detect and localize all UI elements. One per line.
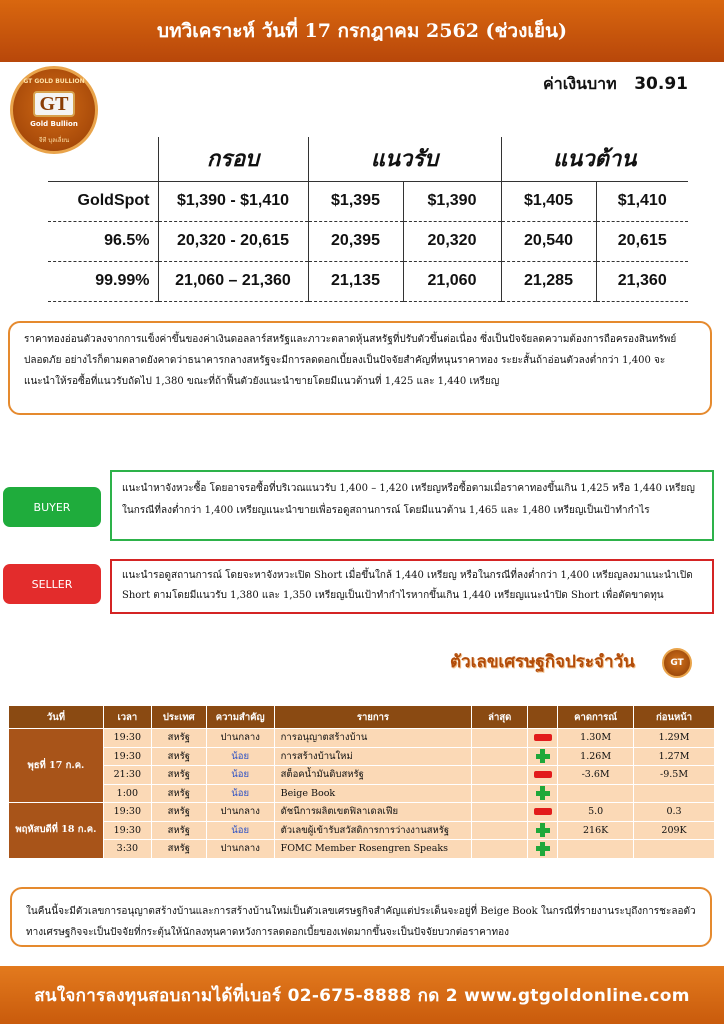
logo-bottom-text: จีที บุลเลี่ยน <box>38 137 70 144</box>
exchange-rate <box>543 72 688 97</box>
importance-cell: น้อย <box>206 766 274 785</box>
logo-top-text: GT GOLD BULLION <box>23 78 85 85</box>
economic-calendar-title: ตัวเลขเศรษฐกิจประจำวัน <box>450 652 635 672</box>
previous-cell: 0.3 <box>634 803 715 822</box>
importance-cell: ปานกลาง <box>206 840 274 859</box>
latest-cell <box>472 747 528 766</box>
col-forecast: คาดการณ์ <box>558 706 634 729</box>
event-cell: การอนุญาตสร้างบ้าน <box>274 729 472 748</box>
importance-cell: น้อย <box>206 821 274 840</box>
country-cell: สหรัฐ <box>151 747 206 766</box>
row-label: 96.5% <box>48 221 158 261</box>
resistance-1-cell: 20,540 <box>501 221 596 261</box>
seller-advice: แนะนำรอดูสถานการณ์ โดยจะหาจังหวะเปิด Short เมื่อขึ้นใกล้ 1,440 เหรียญ หรือในกรณีที่ลงต่ำกว่า 1,400 เหรียญลงมาแนะนำเปิด Short ตามโดยมีแนวรับ 1,380 และ 1,350 เหรียญเป็นเป้าทำกำไรหากขึ้นเกิน 1,440 เหรียญแนะนำปิด Short เพื่อตัดขาดทุน <box>110 559 714 614</box>
price-table <box>48 137 688 302</box>
positive-signal-icon <box>536 786 550 800</box>
forecast-cell: 1.26M <box>558 747 634 766</box>
event-cell: ตัวเลขผู้เข้ารับสวัสดิการการว่างงานสหรัฐ <box>274 821 472 840</box>
resistance-2-cell: 21,360 <box>596 261 688 301</box>
report-header <box>0 0 724 62</box>
gt-small-logo: GT <box>662 648 692 678</box>
table-row <box>9 766 715 785</box>
forecast-cell <box>558 840 634 859</box>
country-cell: สหรัฐ <box>151 803 206 822</box>
previous-cell <box>634 784 715 803</box>
table-row <box>9 803 715 822</box>
time-cell: 1:00 <box>103 784 151 803</box>
resistance-1-cell: $1,405 <box>501 181 596 221</box>
negative-signal-icon <box>534 771 552 778</box>
previous-cell: -9.5M <box>634 766 715 785</box>
importance-cell: น้อย <box>206 784 274 803</box>
economic-calendar-table <box>8 705 715 859</box>
time-cell: 19:30 <box>103 729 151 748</box>
time-cell: 19:30 <box>103 803 151 822</box>
price-table-header <box>48 137 688 181</box>
col-country: ประเทศ <box>151 706 206 729</box>
positive-signal-icon <box>536 749 550 763</box>
support-2-cell: 20,320 <box>403 221 501 261</box>
event-cell: การสร้างบ้านใหม่ <box>274 747 472 766</box>
latest-cell <box>472 766 528 785</box>
table-row <box>9 840 715 859</box>
resistance-1-cell: 21,285 <box>501 261 596 301</box>
range-cell: $1,390 - $1,410 <box>158 181 308 221</box>
col-latest: ล่าสุด <box>472 706 528 729</box>
forecast-cell: -3.6M <box>558 766 634 785</box>
importance-cell: ปานกลาง <box>206 729 274 748</box>
positive-signal-icon <box>536 823 550 837</box>
market-summary: ราคาทองอ่อนตัวลงจากการแข็งค่าขึ้นของค่าเงินดอลลาร์สหรัฐและภาวะตลาดหุ้นสหรัฐที่ปรับตัวขึ้นต่อเนื่อง ซึ่งเป็นปัจจัยลดความต้องการถือครองสินทรัพย์ปลอดภัย อย่างไรก็ตามตลาดยังคาดว่าธนาคารกลางสหรัฐจะมีการลดดอกเบี้ยลงเป็นปัจจัยสำคัญที่หนุนราคาทอง ระยะสั้นถ้าอ่อนตัวลงต่ำกว่า 1,400 จะแนะนำให้รอซื้อที่แนวรับถัดไป 1,380 ขณะที่ถ้าฟื้นตัวยังแนะนำขายโดยมีแนวต้านที่ 1,425 และ 1,440 เหรียญ <box>8 321 712 415</box>
signal-cell <box>528 766 558 785</box>
time-cell: 19:30 <box>103 821 151 840</box>
col-event: รายการ <box>274 706 472 729</box>
table-row <box>9 784 715 803</box>
col-previous: ก่อนหน้า <box>634 706 715 729</box>
report-title: บทวิเคราะห์ วันที่ 17 กรกฎาคม 2562 (ช่วงเย็น) <box>157 20 567 42</box>
exchange-rate-value: 30.91 <box>634 74 688 94</box>
support-1-cell: $1,395 <box>308 181 403 221</box>
negative-signal-icon <box>534 734 552 741</box>
header-range: กรอบ <box>158 137 308 181</box>
forecast-cell: 216K <box>558 821 634 840</box>
row-label: GoldSpot <box>48 181 158 221</box>
table-row <box>9 821 715 840</box>
positive-signal-icon <box>536 842 550 856</box>
signal-cell <box>528 784 558 803</box>
event-cell: ดัชนีการผลิตเขตฟิลาเดลเฟีย <box>274 803 472 822</box>
signal-cell <box>528 803 558 822</box>
importance-cell: ปานกลาง <box>206 803 274 822</box>
price-row-goldspot <box>48 181 688 221</box>
latest-cell <box>472 784 528 803</box>
support-2-cell: 21,060 <box>403 261 501 301</box>
signal-cell <box>528 729 558 748</box>
header-resistance: แนวต้าน <box>501 137 688 181</box>
forecast-cell: 1.30M <box>558 729 634 748</box>
buyer-advice: แนะนำหาจังหวะซื้อ โดยอาจรอซื้อที่บริเวณแนวรับ 1,400 – 1,420 เหรียญหรือซื้อตามเมื่อราคาทองขึ้นเกิน 1,425 หรือ 1,440 เหรียญ ในกรณีที่ลงต่ำกว่า 1,400 เหรียญแนะนำขายเพื่อรอดูสถานการณ์ โดยมีแนวต้าน 1,465 และ 1,480 เหรียญเป็นเป้าทำกำไร <box>110 470 714 541</box>
country-cell: สหรัฐ <box>151 784 206 803</box>
signal-cell <box>528 821 558 840</box>
contact-footer <box>0 966 724 1024</box>
support-1-cell: 20,395 <box>308 221 403 261</box>
range-cell: 20,320 - 20,615 <box>158 221 308 261</box>
support-2-cell: $1,390 <box>403 181 501 221</box>
row-label: 99.99% <box>48 261 158 301</box>
footer-text: สนใจการลงทุนสอบถามได้ที่เบอร์ 02-675-8888 กด 2 www.gtgoldonline.com <box>34 985 690 1006</box>
table-row <box>9 729 715 748</box>
event-cell: Beige Book <box>274 784 472 803</box>
previous-cell: 209K <box>634 821 715 840</box>
signal-cell <box>528 747 558 766</box>
range-cell: 21,060 – 21,360 <box>158 261 308 301</box>
seller-badge: SELLER <box>3 564 101 604</box>
latest-cell <box>472 840 528 859</box>
previous-cell <box>634 840 715 859</box>
resistance-2-cell: 20,615 <box>596 221 688 261</box>
price-row-965 <box>48 221 688 261</box>
importance-cell: น้อย <box>206 747 274 766</box>
latest-cell <box>472 821 528 840</box>
buyer-badge: BUYER <box>3 487 101 527</box>
forecast-cell <box>558 784 634 803</box>
col-date: วันที่ <box>9 706 104 729</box>
support-1-cell: 21,135 <box>308 261 403 301</box>
header-support: แนวรับ <box>308 137 501 181</box>
previous-cell: 1.27M <box>634 747 715 766</box>
latest-cell <box>472 803 528 822</box>
resistance-2-cell: $1,410 <box>596 181 688 221</box>
calendar-note: ในคืนนี้จะมีตัวเลขการอนุญาตสร้างบ้านและการสร้างบ้านใหม่เป็นตัวเลขเศรษฐกิจสำคัญแต่ประเด็นจะอยู่ที่ Beige Book ในกรณีที่รายงานระบุถึงการชะลอตัวทางเศรษฐกิจจะเป็นปัจจัยที่กระตุ้นให้นักลงทุนคาดหวังการลดดอกเบี้ยของเฟดมากขึ้นจะเป็นปัจจัยบวกต่อราคาทอง <box>10 887 712 947</box>
time-cell: 21:30 <box>103 766 151 785</box>
forecast-cell: 5.0 <box>558 803 634 822</box>
logo-mark: GT <box>33 91 75 117</box>
col-importance: ความสำคัญ <box>206 706 274 729</box>
negative-signal-icon <box>534 808 552 815</box>
exchange-rate-label: ค่าเงินบาท <box>543 74 617 93</box>
country-cell: สหรัฐ <box>151 766 206 785</box>
calendar-header-row <box>9 706 715 729</box>
day-cell: พฤหัสบดีที่ 18 ก.ค. <box>9 803 104 859</box>
col-signal <box>528 706 558 729</box>
country-cell: สหรัฐ <box>151 729 206 748</box>
day-cell: พุธที่ 17 ก.ค. <box>9 729 104 803</box>
country-cell: สหรัฐ <box>151 840 206 859</box>
latest-cell <box>472 729 528 748</box>
event-cell: สต็อคน้ำมันดิบสหรัฐ <box>274 766 472 785</box>
previous-cell: 1.29M <box>634 729 715 748</box>
time-cell: 19:30 <box>103 747 151 766</box>
event-cell: FOMC Member Rosengren Speaks <box>274 840 472 859</box>
time-cell: 3:30 <box>103 840 151 859</box>
country-cell: สหรัฐ <box>151 821 206 840</box>
signal-cell <box>528 840 558 859</box>
price-row-9999 <box>48 261 688 301</box>
col-time: เวลา <box>103 706 151 729</box>
logo-sub-text: Gold Bullion <box>30 120 78 128</box>
table-row <box>9 747 715 766</box>
